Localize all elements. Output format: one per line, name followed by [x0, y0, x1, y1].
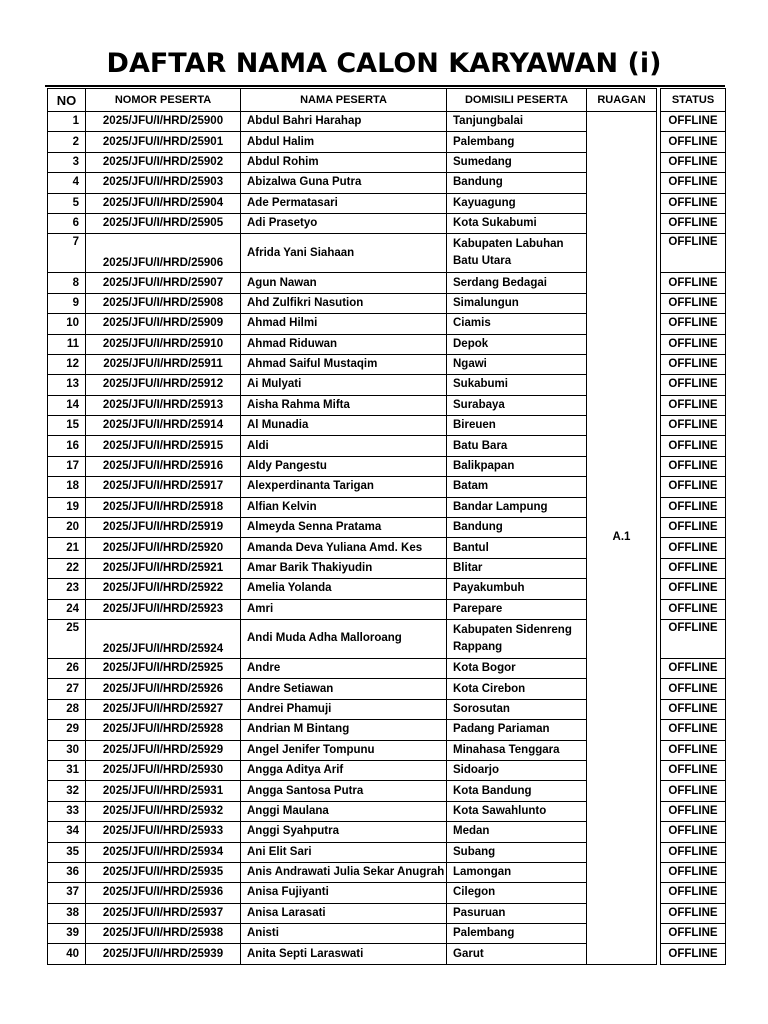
row-status: OFFLINE	[661, 822, 726, 842]
table-row	[48, 112, 726, 132]
row-nama-peserta: Amelia Yolanda	[241, 579, 447, 599]
row-status: OFFLINE	[661, 477, 726, 497]
row-nomor-peserta: 2025/JFU/I/HRD/25910	[86, 334, 241, 354]
row-nomor-peserta: 2025/JFU/I/HRD/25922	[86, 579, 241, 599]
row-no: 25	[48, 619, 86, 658]
ruagan-cell: A.1	[587, 112, 657, 965]
row-nomor-peserta: 2025/JFU/I/HRD/25920	[86, 538, 241, 558]
row-nomor-peserta: 2025/JFU/I/HRD/25901	[86, 132, 241, 152]
row-status: OFFLINE	[661, 679, 726, 699]
row-domisili-peserta: Payakumbuh	[447, 579, 587, 599]
row-nama-peserta: Anisa Fujiyanti	[241, 883, 447, 903]
table-body	[48, 112, 726, 965]
row-domisili-peserta: Kota Bogor	[447, 658, 587, 678]
row-no: 3	[48, 152, 86, 172]
row-nomor-peserta: 2025/JFU/I/HRD/25908	[86, 293, 241, 313]
row-nomor-peserta: 2025/JFU/I/HRD/25928	[86, 720, 241, 740]
row-nomor-peserta: 2025/JFU/I/HRD/25902	[86, 152, 241, 172]
row-domisili-peserta: Kabupaten Sidenreng Rappang	[447, 619, 587, 658]
row-status: OFFLINE	[661, 760, 726, 780]
row-no: 30	[48, 740, 86, 760]
row-status: OFFLINE	[661, 842, 726, 862]
row-nama-peserta: Anita Septi Laraswati	[241, 944, 447, 964]
row-status: OFFLINE	[661, 740, 726, 760]
row-domisili-peserta: Depok	[447, 334, 587, 354]
row-nama-peserta: Abizalwa Guna Putra	[241, 173, 447, 193]
row-domisili-peserta: Garut	[447, 944, 587, 964]
row-nomor-peserta: 2025/JFU/I/HRD/25926	[86, 679, 241, 699]
row-domisili-peserta: Kota Bandung	[447, 781, 587, 801]
row-domisili-peserta: Palembang	[447, 924, 587, 944]
row-no: 14	[48, 395, 86, 415]
row-status: OFFLINE	[661, 334, 726, 354]
row-nomor-peserta: 2025/JFU/I/HRD/25930	[86, 760, 241, 780]
row-nama-peserta: Ani Elit Sari	[241, 842, 447, 862]
row-no: 32	[48, 781, 86, 801]
row-nama-peserta: Ahd Zulfikri Nasution	[241, 293, 447, 313]
row-no: 18	[48, 477, 86, 497]
row-status: OFFLINE	[661, 699, 726, 719]
row-nama-peserta: Angga Aditya Arif	[241, 760, 447, 780]
row-nama-peserta: Anisti	[241, 924, 447, 944]
table-top-border	[45, 85, 725, 87]
row-status: OFFLINE	[661, 658, 726, 678]
row-no: 17	[48, 456, 86, 476]
header-nomor-peserta: NOMOR PESERTA	[86, 89, 241, 112]
participant-table	[47, 88, 726, 965]
row-domisili-peserta: Tanjungbalai	[447, 112, 587, 132]
row-domisili-peserta: Medan	[447, 822, 587, 842]
row-domisili-peserta: Sorosutan	[447, 699, 587, 719]
row-no: 15	[48, 416, 86, 436]
row-nomor-peserta: 2025/JFU/I/HRD/25915	[86, 436, 241, 456]
row-domisili-peserta: Palembang	[447, 132, 587, 152]
row-status: OFFLINE	[661, 579, 726, 599]
row-nomor-peserta: 2025/JFU/I/HRD/25932	[86, 801, 241, 821]
row-nama-peserta: Andi Muda Adha Malloroang	[241, 619, 447, 658]
row-domisili-peserta: Cilegon	[447, 883, 587, 903]
row-no: 38	[48, 903, 86, 923]
row-nomor-peserta: 2025/JFU/I/HRD/25913	[86, 395, 241, 415]
row-nomor-peserta: 2025/JFU/I/HRD/25927	[86, 699, 241, 719]
row-nomor-peserta: 2025/JFU/I/HRD/25916	[86, 456, 241, 476]
row-nama-peserta: Adi Prasetyo	[241, 213, 447, 233]
row-nama-peserta: Abdul Halim	[241, 132, 447, 152]
row-domisili-peserta: Kayuagung	[447, 193, 587, 213]
row-no: 31	[48, 760, 86, 780]
row-domisili-peserta: Ngawi	[447, 354, 587, 374]
row-domisili-peserta: Ciamis	[447, 314, 587, 334]
row-nama-peserta: Andre Setiawan	[241, 679, 447, 699]
row-nomor-peserta: 2025/JFU/I/HRD/25929	[86, 740, 241, 760]
page-title: DAFTAR NAMA CALON KARYAWAN (i)	[106, 48, 662, 79]
row-no: 5	[48, 193, 86, 213]
row-no: 2	[48, 132, 86, 152]
row-nama-peserta: Ahmad Riduwan	[241, 334, 447, 354]
row-status: OFFLINE	[661, 132, 726, 152]
row-nama-peserta: Angga Santosa Putra	[241, 781, 447, 801]
row-no: 33	[48, 801, 86, 821]
row-domisili-peserta: Bandung	[447, 173, 587, 193]
row-no: 26	[48, 658, 86, 678]
row-status: OFFLINE	[661, 416, 726, 436]
row-nama-peserta: Amar Barik Thakiyudin	[241, 558, 447, 578]
row-status: OFFLINE	[661, 781, 726, 801]
header-status: STATUS	[661, 89, 726, 112]
row-nomor-peserta: 2025/JFU/I/HRD/25914	[86, 416, 241, 436]
row-domisili-peserta: Sukabumi	[447, 375, 587, 395]
row-nomor-peserta: 2025/JFU/I/HRD/25924	[86, 619, 241, 658]
row-nama-peserta: Aisha Rahma Mifta	[241, 395, 447, 415]
row-no: 7	[48, 234, 86, 273]
row-status: OFFLINE	[661, 152, 726, 172]
row-status: OFFLINE	[661, 883, 726, 903]
row-status: OFFLINE	[661, 924, 726, 944]
row-no: 34	[48, 822, 86, 842]
row-nama-peserta: Almeyda Senna Pratama	[241, 518, 447, 538]
row-nama-peserta: Afrida Yani Siahaan	[241, 234, 447, 273]
row-nama-peserta: Agun Nawan	[241, 273, 447, 293]
row-nomor-peserta: 2025/JFU/I/HRD/25919	[86, 518, 241, 538]
row-no: 8	[48, 273, 86, 293]
header-no: NO	[48, 89, 86, 112]
row-domisili-peserta: Subang	[447, 842, 587, 862]
row-nomor-peserta: 2025/JFU/I/HRD/25904	[86, 193, 241, 213]
row-domisili-peserta: Lamongan	[447, 862, 587, 882]
row-status: OFFLINE	[661, 314, 726, 334]
row-nomor-peserta: 2025/JFU/I/HRD/25935	[86, 862, 241, 882]
row-domisili-peserta: Kota Sukabumi	[447, 213, 587, 233]
row-domisili-peserta: Simalungun	[447, 293, 587, 313]
row-no: 16	[48, 436, 86, 456]
row-status: OFFLINE	[661, 862, 726, 882]
row-domisili-peserta: Pasuruan	[447, 903, 587, 923]
row-status: OFFLINE	[661, 375, 726, 395]
row-domisili-peserta: Serdang Bedagai	[447, 273, 587, 293]
header-nama-peserta: NAMA PESERTA	[241, 89, 447, 112]
row-nama-peserta: Angel Jenifer Tompunu	[241, 740, 447, 760]
row-nama-peserta: Andrian M Bintang	[241, 720, 447, 740]
row-no: 4	[48, 173, 86, 193]
row-status: OFFLINE	[661, 619, 726, 658]
row-status: OFFLINE	[661, 436, 726, 456]
row-domisili-peserta: Padang Pariaman	[447, 720, 587, 740]
row-nama-peserta: Al Munadia	[241, 416, 447, 436]
row-nomor-peserta: 2025/JFU/I/HRD/25911	[86, 354, 241, 374]
row-nomor-peserta: 2025/JFU/I/HRD/25918	[86, 497, 241, 517]
row-no: 1	[48, 112, 86, 132]
row-nama-peserta: Amanda Deva Yuliana Amd. Kes	[241, 538, 447, 558]
row-domisili-peserta: Bandung	[447, 518, 587, 538]
row-nomor-peserta: 2025/JFU/I/HRD/25937	[86, 903, 241, 923]
row-status: OFFLINE	[661, 497, 726, 517]
row-nomor-peserta: 2025/JFU/I/HRD/25903	[86, 173, 241, 193]
row-domisili-peserta: Kota Sawahlunto	[447, 801, 587, 821]
row-status: OFFLINE	[661, 173, 726, 193]
row-nama-peserta: Andre	[241, 658, 447, 678]
row-nama-peserta: Anisa Larasati	[241, 903, 447, 923]
row-nomor-peserta: 2025/JFU/I/HRD/25934	[86, 842, 241, 862]
row-nomor-peserta: 2025/JFU/I/HRD/25933	[86, 822, 241, 842]
row-nama-peserta: Alexperdinanta Tarigan	[241, 477, 447, 497]
table-header-row	[48, 89, 726, 112]
row-nomor-peserta: 2025/JFU/I/HRD/25909	[86, 314, 241, 334]
row-domisili-peserta: Parepare	[447, 599, 587, 619]
row-no: 35	[48, 842, 86, 862]
row-nomor-peserta: 2025/JFU/I/HRD/25939	[86, 944, 241, 964]
row-nama-peserta: Andrei Phamuji	[241, 699, 447, 719]
row-domisili-peserta: Balikpapan	[447, 456, 587, 476]
row-nama-peserta: Ai Mulyati	[241, 375, 447, 395]
row-domisili-peserta: Kota Cirebon	[447, 679, 587, 699]
row-status: OFFLINE	[661, 293, 726, 313]
row-no: 6	[48, 213, 86, 233]
row-no: 27	[48, 679, 86, 699]
row-domisili-peserta: Bireuen	[447, 416, 587, 436]
row-status: OFFLINE	[661, 599, 726, 619]
row-nama-peserta: Ahmad Hilmi	[241, 314, 447, 334]
row-nama-peserta: Anggi Maulana	[241, 801, 447, 821]
row-nomor-peserta: 2025/JFU/I/HRD/25938	[86, 924, 241, 944]
row-domisili-peserta: Kabupaten Labuhan Batu Utara	[447, 234, 587, 273]
row-nama-peserta: Abdul Rohim	[241, 152, 447, 172]
row-no: 13	[48, 375, 86, 395]
row-nama-peserta: Ade Permatasari	[241, 193, 447, 213]
row-status: OFFLINE	[661, 193, 726, 213]
row-domisili-peserta: Batam	[447, 477, 587, 497]
row-nomor-peserta: 2025/JFU/I/HRD/25917	[86, 477, 241, 497]
row-no: 28	[48, 699, 86, 719]
row-nomor-peserta: 2025/JFU/I/HRD/25936	[86, 883, 241, 903]
row-domisili-peserta: Sidoarjo	[447, 760, 587, 780]
row-status: OFFLINE	[661, 720, 726, 740]
row-status: OFFLINE	[661, 213, 726, 233]
row-nama-peserta: Aldy Pangestu	[241, 456, 447, 476]
row-status: OFFLINE	[661, 538, 726, 558]
row-no: 37	[48, 883, 86, 903]
row-domisili-peserta: Surabaya	[447, 395, 587, 415]
row-nomor-peserta: 2025/JFU/I/HRD/25905	[86, 213, 241, 233]
row-status: OFFLINE	[661, 354, 726, 374]
row-status: OFFLINE	[661, 558, 726, 578]
row-no: 9	[48, 293, 86, 313]
row-no: 24	[48, 599, 86, 619]
row-nomor-peserta: 2025/JFU/I/HRD/25925	[86, 658, 241, 678]
row-domisili-peserta: Sumedang	[447, 152, 587, 172]
row-nama-peserta: Amri	[241, 599, 447, 619]
row-nama-peserta: Abdul Bahri Harahap	[241, 112, 447, 132]
row-nomor-peserta: 2025/JFU/I/HRD/25931	[86, 781, 241, 801]
row-no: 21	[48, 538, 86, 558]
row-nama-peserta: Ahmad Saiful Mustaqim	[241, 354, 447, 374]
row-status: OFFLINE	[661, 112, 726, 132]
row-status: OFFLINE	[661, 801, 726, 821]
row-status: OFFLINE	[661, 234, 726, 273]
row-no: 40	[48, 944, 86, 964]
row-nomor-peserta: 2025/JFU/I/HRD/25921	[86, 558, 241, 578]
row-no: 29	[48, 720, 86, 740]
header-domisili-peserta: DOMISILI PESERTA	[447, 89, 587, 112]
row-nama-peserta: Anggi Syahputra	[241, 822, 447, 842]
row-domisili-peserta: Blitar	[447, 558, 587, 578]
row-nomor-peserta: 2025/JFU/I/HRD/25912	[86, 375, 241, 395]
row-status: OFFLINE	[661, 518, 726, 538]
row-status: OFFLINE	[661, 456, 726, 476]
row-no: 12	[48, 354, 86, 374]
row-no: 10	[48, 314, 86, 334]
row-no: 36	[48, 862, 86, 882]
row-status: OFFLINE	[661, 903, 726, 923]
row-no: 39	[48, 924, 86, 944]
row-status: OFFLINE	[661, 395, 726, 415]
row-status: OFFLINE	[661, 944, 726, 964]
row-nama-peserta: Anis Andrawati Julia Sekar Anugrah	[241, 862, 447, 882]
header-ruagan: RUAGAN	[587, 89, 657, 112]
row-no: 23	[48, 579, 86, 599]
row-nama-peserta: Aldi	[241, 436, 447, 456]
row-nomor-peserta: 2025/JFU/I/HRD/25907	[86, 273, 241, 293]
row-no: 20	[48, 518, 86, 538]
row-no: 19	[48, 497, 86, 517]
row-no: 22	[48, 558, 86, 578]
row-domisili-peserta: Bandar Lampung	[447, 497, 587, 517]
row-nama-peserta: Alfian Kelvin	[241, 497, 447, 517]
row-nomor-peserta: 2025/JFU/I/HRD/25900	[86, 112, 241, 132]
row-no: 11	[48, 334, 86, 354]
row-domisili-peserta: Minahasa Tenggara	[447, 740, 587, 760]
row-status: OFFLINE	[661, 273, 726, 293]
row-domisili-peserta: Batu Bara	[447, 436, 587, 456]
row-domisili-peserta: Bantul	[447, 538, 587, 558]
row-nomor-peserta: 2025/JFU/I/HRD/25906	[86, 234, 241, 273]
row-nomor-peserta: 2025/JFU/I/HRD/25923	[86, 599, 241, 619]
